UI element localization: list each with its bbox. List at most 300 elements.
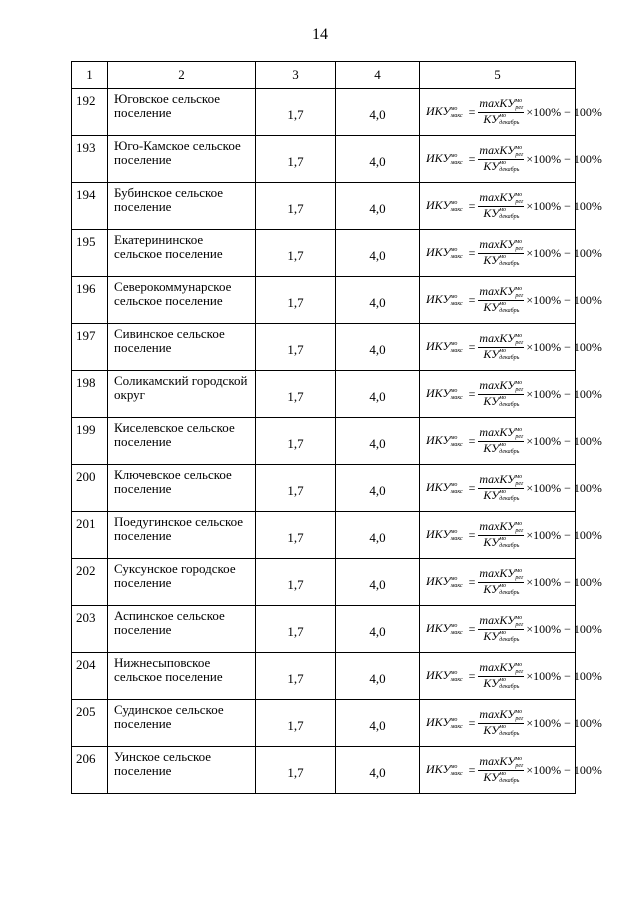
formula-cell [420, 277, 602, 324]
formula-equals: = [468, 292, 476, 307]
formula-den-main: КУ [483, 628, 500, 643]
index-formula [426, 190, 602, 221]
formula-lhs-main: ИКУ [426, 527, 451, 542]
municipality-name: Екатерининское сельское поселение [108, 230, 256, 277]
formula-lhs-sup: мо [450, 481, 458, 488]
formula-cell [420, 606, 602, 653]
municipality-name: Бубинское сельское поселение [108, 183, 256, 230]
formula-tail: ×100% − 100% [526, 715, 602, 730]
formula-lhs [426, 433, 463, 448]
formula-tail: ×100% − 100% [526, 480, 602, 495]
formula-num-main: maxКУ [479, 284, 516, 299]
formula-num-sub: рег [515, 574, 524, 581]
formula-lhs [426, 574, 463, 589]
formula-den-sub: декабрь [499, 119, 520, 126]
formula-numerator [478, 426, 524, 441]
table-row [72, 465, 576, 512]
index-formula [426, 425, 602, 456]
formula-den-sub: декабрь [499, 777, 520, 784]
value-col-4: 4,0 [336, 230, 420, 277]
formula-lhs-main: ИКУ [426, 151, 451, 166]
formula-lhs-main: ИКУ [426, 245, 451, 260]
index-formula [426, 566, 602, 597]
formula-num-main: maxКУ [479, 566, 516, 581]
value-col-3: 1,7 [256, 700, 336, 747]
formula-equals: = [468, 339, 476, 354]
formula-num-sub: рег [515, 762, 524, 769]
formula-den-main: КУ [483, 581, 500, 596]
formula-den-sub: декабрь [499, 589, 520, 596]
formula-equals: = [468, 574, 476, 589]
municipality-name: Судинское сельское поселение [108, 700, 256, 747]
formula-num-sup: мо [515, 708, 523, 715]
formula-lhs-sup: мо [450, 105, 458, 112]
formula-num-main: maxКУ [479, 660, 516, 675]
municipality-name: Юго-Камское сельское поселение [108, 136, 256, 183]
row-number: 200 [72, 465, 108, 512]
formula-den-main: КУ [483, 346, 500, 361]
formula-den-sub: декабрь [499, 495, 520, 502]
formula-fraction [478, 332, 524, 362]
formula-lhs-main: ИКУ [426, 386, 451, 401]
formula-den-main: КУ [483, 299, 500, 314]
header-col-2: 2 [108, 62, 256, 89]
formula-lhs-main: ИКУ [426, 668, 451, 683]
formula-numerator [478, 285, 524, 300]
municipality-name: Поедугинское сельское поселение [108, 512, 256, 559]
formula-lhs-sub: макс [450, 582, 463, 589]
formula-fraction [478, 520, 524, 550]
table-row [72, 700, 576, 747]
formula-den-main: КУ [483, 769, 500, 784]
formula-lhs-sub: макс [450, 629, 463, 636]
formula-fraction [478, 191, 524, 221]
value-col-3: 1,7 [256, 230, 336, 277]
formula-num-main: maxКУ [479, 237, 516, 252]
value-col-3: 1,7 [256, 277, 336, 324]
row-number: 192 [72, 89, 108, 136]
formula-tail: ×100% − 100% [526, 292, 602, 307]
formula-num-sup: мо [515, 567, 523, 574]
formula-fraction [478, 379, 524, 409]
table-row [72, 512, 576, 559]
value-col-3: 1,7 [256, 324, 336, 371]
formula-fraction [478, 473, 524, 503]
value-col-4: 4,0 [336, 418, 420, 465]
formula-den-sup: мо [499, 488, 507, 495]
formula-equals: = [468, 762, 476, 777]
row-number: 202 [72, 559, 108, 606]
formula-cell [420, 324, 602, 371]
formula-lhs-main: ИКУ [426, 621, 451, 636]
formula-num-main: maxКУ [479, 472, 516, 487]
formula-den-sub: декабрь [499, 354, 520, 361]
formula-num-sup: мо [515, 379, 523, 386]
table-row [72, 653, 576, 700]
formula-cell [420, 747, 602, 794]
formula-num-sub: рег [515, 386, 524, 393]
table-row [72, 183, 576, 230]
formula-equals: = [468, 527, 476, 542]
formula-lhs-sup: мо [450, 763, 458, 770]
formula-tail: ×100% − 100% [526, 198, 602, 213]
formula-lhs [426, 527, 463, 542]
formula-numerator [478, 661, 524, 676]
value-col-4: 4,0 [336, 277, 420, 324]
formula-den-main: КУ [483, 722, 500, 737]
formula-equals: = [468, 715, 476, 730]
tariff-table [71, 61, 602, 794]
formula-lhs-sub: макс [450, 723, 463, 730]
formula-num-sub: рег [515, 621, 524, 628]
formula-fraction [478, 614, 524, 644]
formula-cell [420, 418, 602, 465]
formula-denominator [482, 489, 520, 503]
formula-lhs-sup: мо [450, 622, 458, 629]
formula-num-main: maxКУ [479, 96, 516, 111]
table-row [72, 89, 576, 136]
formula-num-main: maxКУ [479, 378, 516, 393]
formula-den-sup: мо [499, 723, 507, 730]
formula-den-sub: декабрь [499, 542, 520, 549]
formula-numerator [478, 332, 524, 347]
formula-lhs [426, 715, 463, 730]
formula-lhs-sup: мо [450, 199, 458, 206]
formula-lhs [426, 245, 463, 260]
table-row [72, 230, 576, 277]
formula-num-sub: рег [515, 104, 524, 111]
formula-num-sub: рег [515, 198, 524, 205]
formula-den-sub: декабрь [499, 636, 520, 643]
formula-lhs-sup: мо [450, 669, 458, 676]
formula-den-sub: декабрь [499, 401, 520, 408]
formula-num-sup: мо [515, 426, 523, 433]
formula-lhs [426, 198, 463, 213]
formula-den-sup: мо [499, 300, 507, 307]
municipality-name: Северокоммунарское сельское поселение [108, 277, 256, 324]
formula-lhs-sub: макс [450, 770, 463, 777]
formula-num-main: maxКУ [479, 143, 516, 158]
formula-lhs-sub: макс [450, 676, 463, 683]
formula-lhs-sup: мо [450, 246, 458, 253]
formula-fraction [478, 755, 524, 785]
formula-den-sup: мо [499, 582, 507, 589]
index-formula [426, 754, 602, 785]
formula-equals: = [468, 621, 476, 636]
row-number: 197 [72, 324, 108, 371]
value-col-4: 4,0 [336, 136, 420, 183]
formula-numerator [478, 520, 524, 535]
row-number: 201 [72, 512, 108, 559]
formula-lhs-sub: макс [450, 535, 463, 542]
formula-denominator [482, 442, 520, 456]
value-col-4: 4,0 [336, 606, 420, 653]
index-formula [426, 378, 602, 409]
value-col-3: 1,7 [256, 418, 336, 465]
formula-numerator [478, 144, 524, 159]
formula-num-sub: рег [515, 433, 524, 440]
formula-num-sub: рег [515, 668, 524, 675]
formula-num-sub: рег [515, 292, 524, 299]
formula-lhs [426, 104, 463, 119]
formula-den-sup: мо [499, 629, 507, 636]
row-number: 195 [72, 230, 108, 277]
municipality-name: Суксунское городское поселение [108, 559, 256, 606]
formula-denominator [482, 348, 520, 362]
formula-denominator [482, 536, 520, 550]
formula-tail: ×100% − 100% [526, 151, 602, 166]
formula-denominator [482, 771, 520, 785]
index-formula [426, 143, 602, 174]
value-col-3: 1,7 [256, 606, 336, 653]
formula-num-sup: мо [515, 661, 523, 668]
index-formula [426, 284, 602, 315]
formula-fraction [478, 426, 524, 456]
index-formula [426, 472, 602, 503]
value-col-3: 1,7 [256, 465, 336, 512]
formula-equals: = [468, 104, 476, 119]
formula-denominator [482, 160, 520, 174]
formula-den-sup: мо [499, 394, 507, 401]
value-col-3: 1,7 [256, 136, 336, 183]
row-number: 194 [72, 183, 108, 230]
formula-num-sub: рег [515, 339, 524, 346]
formula-den-main: КУ [483, 534, 500, 549]
formula-den-sub: декабрь [499, 260, 520, 267]
formula-fraction [478, 285, 524, 315]
page-number: 14 [312, 26, 328, 43]
value-col-4: 4,0 [336, 559, 420, 606]
formula-lhs-main: ИКУ [426, 715, 451, 730]
formula-denominator [482, 583, 520, 597]
index-formula [426, 613, 602, 644]
value-col-3: 1,7 [256, 653, 336, 700]
formula-den-sub: декабрь [499, 683, 520, 690]
value-col-4: 4,0 [336, 465, 420, 512]
formula-den-sup: мо [499, 347, 507, 354]
formula-numerator [478, 238, 524, 253]
formula-tail: ×100% − 100% [526, 433, 602, 448]
formula-lhs-sub: макс [450, 112, 463, 119]
value-col-4: 4,0 [336, 512, 420, 559]
formula-denominator [482, 630, 520, 644]
formula-den-sup: мо [499, 676, 507, 683]
formula-numerator [478, 191, 524, 206]
row-number: 198 [72, 371, 108, 418]
formula-lhs-sup: мо [450, 434, 458, 441]
formula-lhs [426, 151, 463, 166]
row-number: 203 [72, 606, 108, 653]
value-col-4: 4,0 [336, 371, 420, 418]
formula-cell [420, 371, 602, 418]
formula-den-sup: мо [499, 770, 507, 777]
formula-cell [420, 700, 602, 747]
formula-den-main: КУ [483, 487, 500, 502]
formula-lhs-main: ИКУ [426, 762, 451, 777]
formula-fraction [478, 661, 524, 691]
formula-lhs-sub: макс [450, 300, 463, 307]
formula-den-sub: декабрь [499, 307, 520, 314]
formula-num-sub: рег [515, 245, 524, 252]
index-formula [426, 707, 602, 738]
formula-denominator [482, 301, 520, 315]
formula-den-main: КУ [483, 440, 500, 455]
formula-den-main: КУ [483, 205, 500, 220]
formula-lhs [426, 339, 463, 354]
formula-num-sub: рег [515, 151, 524, 158]
formula-tail: ×100% − 100% [526, 245, 602, 260]
formula-num-main: maxКУ [479, 613, 516, 628]
formula-den-sub: декабрь [499, 166, 520, 173]
formula-lhs-main: ИКУ [426, 104, 451, 119]
formula-lhs [426, 292, 463, 307]
formula-lhs-sup: мо [450, 575, 458, 582]
formula-numerator [478, 755, 524, 770]
formula-lhs-main: ИКУ [426, 198, 451, 213]
formula-den-sup: мо [499, 253, 507, 260]
header-col-5: 5 [420, 62, 576, 89]
table-row [72, 324, 576, 371]
formula-equals: = [468, 245, 476, 260]
header-row [72, 62, 576, 89]
formula-num-sup: мо [515, 144, 523, 151]
formula-lhs-sup: мо [450, 293, 458, 300]
formula-lhs-sup: мо [450, 716, 458, 723]
municipality-name: Соликамский городской округ [108, 371, 256, 418]
formula-den-sup: мо [499, 535, 507, 542]
municipality-name: Киселевское сельское поселение [108, 418, 256, 465]
header-col-1: 1 [72, 62, 108, 89]
formula-equals: = [468, 386, 476, 401]
formula-lhs-main: ИКУ [426, 480, 451, 495]
formula-lhs [426, 386, 463, 401]
formula-cell [420, 183, 602, 230]
formula-num-main: maxКУ [479, 519, 516, 534]
formula-num-sup: мо [515, 191, 523, 198]
index-formula [426, 96, 602, 127]
formula-num-sub: рег [515, 480, 524, 487]
value-col-4: 4,0 [336, 183, 420, 230]
formula-num-main: maxКУ [479, 754, 516, 769]
formula-den-sup: мо [499, 206, 507, 213]
formula-lhs-sup: мо [450, 528, 458, 535]
index-formula [426, 519, 602, 550]
value-col-4: 4,0 [336, 700, 420, 747]
table-row [72, 136, 576, 183]
formula-den-sub: декабрь [499, 730, 520, 737]
table-body [72, 89, 602, 794]
municipality-name: Юговское сельское поселение [108, 89, 256, 136]
value-col-3: 1,7 [256, 371, 336, 418]
municipality-name: Уинское сельское поселение [108, 747, 256, 794]
formula-numerator [478, 708, 524, 723]
formula-numerator [478, 567, 524, 582]
formula-num-sub: рег [515, 715, 524, 722]
formula-num-sup: мо [515, 238, 523, 245]
formula-num-sup: мо [515, 520, 523, 527]
formula-lhs-sub: макс [450, 488, 463, 495]
formula-numerator [478, 473, 524, 488]
formula-denominator [482, 254, 520, 268]
formula-denominator [482, 113, 520, 127]
formula-lhs-sup: мо [450, 387, 458, 394]
formula-numerator [478, 97, 524, 112]
formula-lhs-sub: макс [450, 253, 463, 260]
formula-tail: ×100% − 100% [526, 668, 602, 683]
formula-cell [420, 653, 602, 700]
formula-lhs-sub: макс [450, 394, 463, 401]
formula-num-sup: мо [515, 332, 523, 339]
index-formula [426, 331, 602, 362]
table-row [72, 371, 576, 418]
formula-den-main: КУ [483, 111, 500, 126]
formula-fraction [478, 567, 524, 597]
formula-den-sup: мо [499, 159, 507, 166]
formula-lhs-sup: мо [450, 340, 458, 347]
formula-num-sup: мо [515, 97, 523, 104]
municipality-name: Аспинское сельское поселение [108, 606, 256, 653]
formula-denominator [482, 724, 520, 738]
formula-tail: ×100% − 100% [526, 339, 602, 354]
table-row [72, 606, 576, 653]
municipality-name: Ключевское сельское поселение [108, 465, 256, 512]
row-number: 205 [72, 700, 108, 747]
value-col-3: 1,7 [256, 512, 336, 559]
row-number: 196 [72, 277, 108, 324]
formula-denominator [482, 207, 520, 221]
formula-den-sup: мо [499, 112, 507, 119]
formula-lhs-sub: макс [450, 347, 463, 354]
formula-tail: ×100% − 100% [526, 386, 602, 401]
formula-lhs [426, 668, 463, 683]
formula-den-main: КУ [483, 393, 500, 408]
formula-lhs [426, 621, 463, 636]
formula-num-sup: мо [515, 755, 523, 762]
table-row [72, 559, 576, 606]
row-number: 193 [72, 136, 108, 183]
index-formula [426, 660, 602, 691]
formula-den-sub: декабрь [499, 213, 520, 220]
formula-den-main: КУ [483, 252, 500, 267]
formula-lhs-main: ИКУ [426, 433, 451, 448]
header-col-4: 4 [336, 62, 420, 89]
formula-num-main: maxКУ [479, 190, 516, 205]
formula-lhs-sub: макс [450, 441, 463, 448]
formula-tail: ×100% − 100% [526, 104, 602, 119]
value-col-3: 1,7 [256, 747, 336, 794]
formula-num-main: maxКУ [479, 425, 516, 440]
formula-tail: ×100% − 100% [526, 762, 602, 777]
formula-lhs-main: ИКУ [426, 339, 451, 354]
formula-cell [420, 230, 602, 277]
formula-lhs [426, 480, 463, 495]
formula-numerator [478, 379, 524, 394]
formula-den-main: КУ [483, 158, 500, 173]
formula-equals: = [468, 668, 476, 683]
formula-tail: ×100% − 100% [526, 621, 602, 636]
formula-num-main: maxКУ [479, 331, 516, 346]
row-number: 204 [72, 653, 108, 700]
formula-num-sup: мо [515, 473, 523, 480]
formula-num-sup: мо [515, 614, 523, 621]
formula-lhs-sub: макс [450, 159, 463, 166]
formula-numerator [478, 614, 524, 629]
formula-cell [420, 465, 602, 512]
table-row [72, 418, 576, 465]
formula-num-sub: рег [515, 527, 524, 534]
index-formula [426, 237, 602, 268]
formula-tail: ×100% − 100% [526, 527, 602, 542]
